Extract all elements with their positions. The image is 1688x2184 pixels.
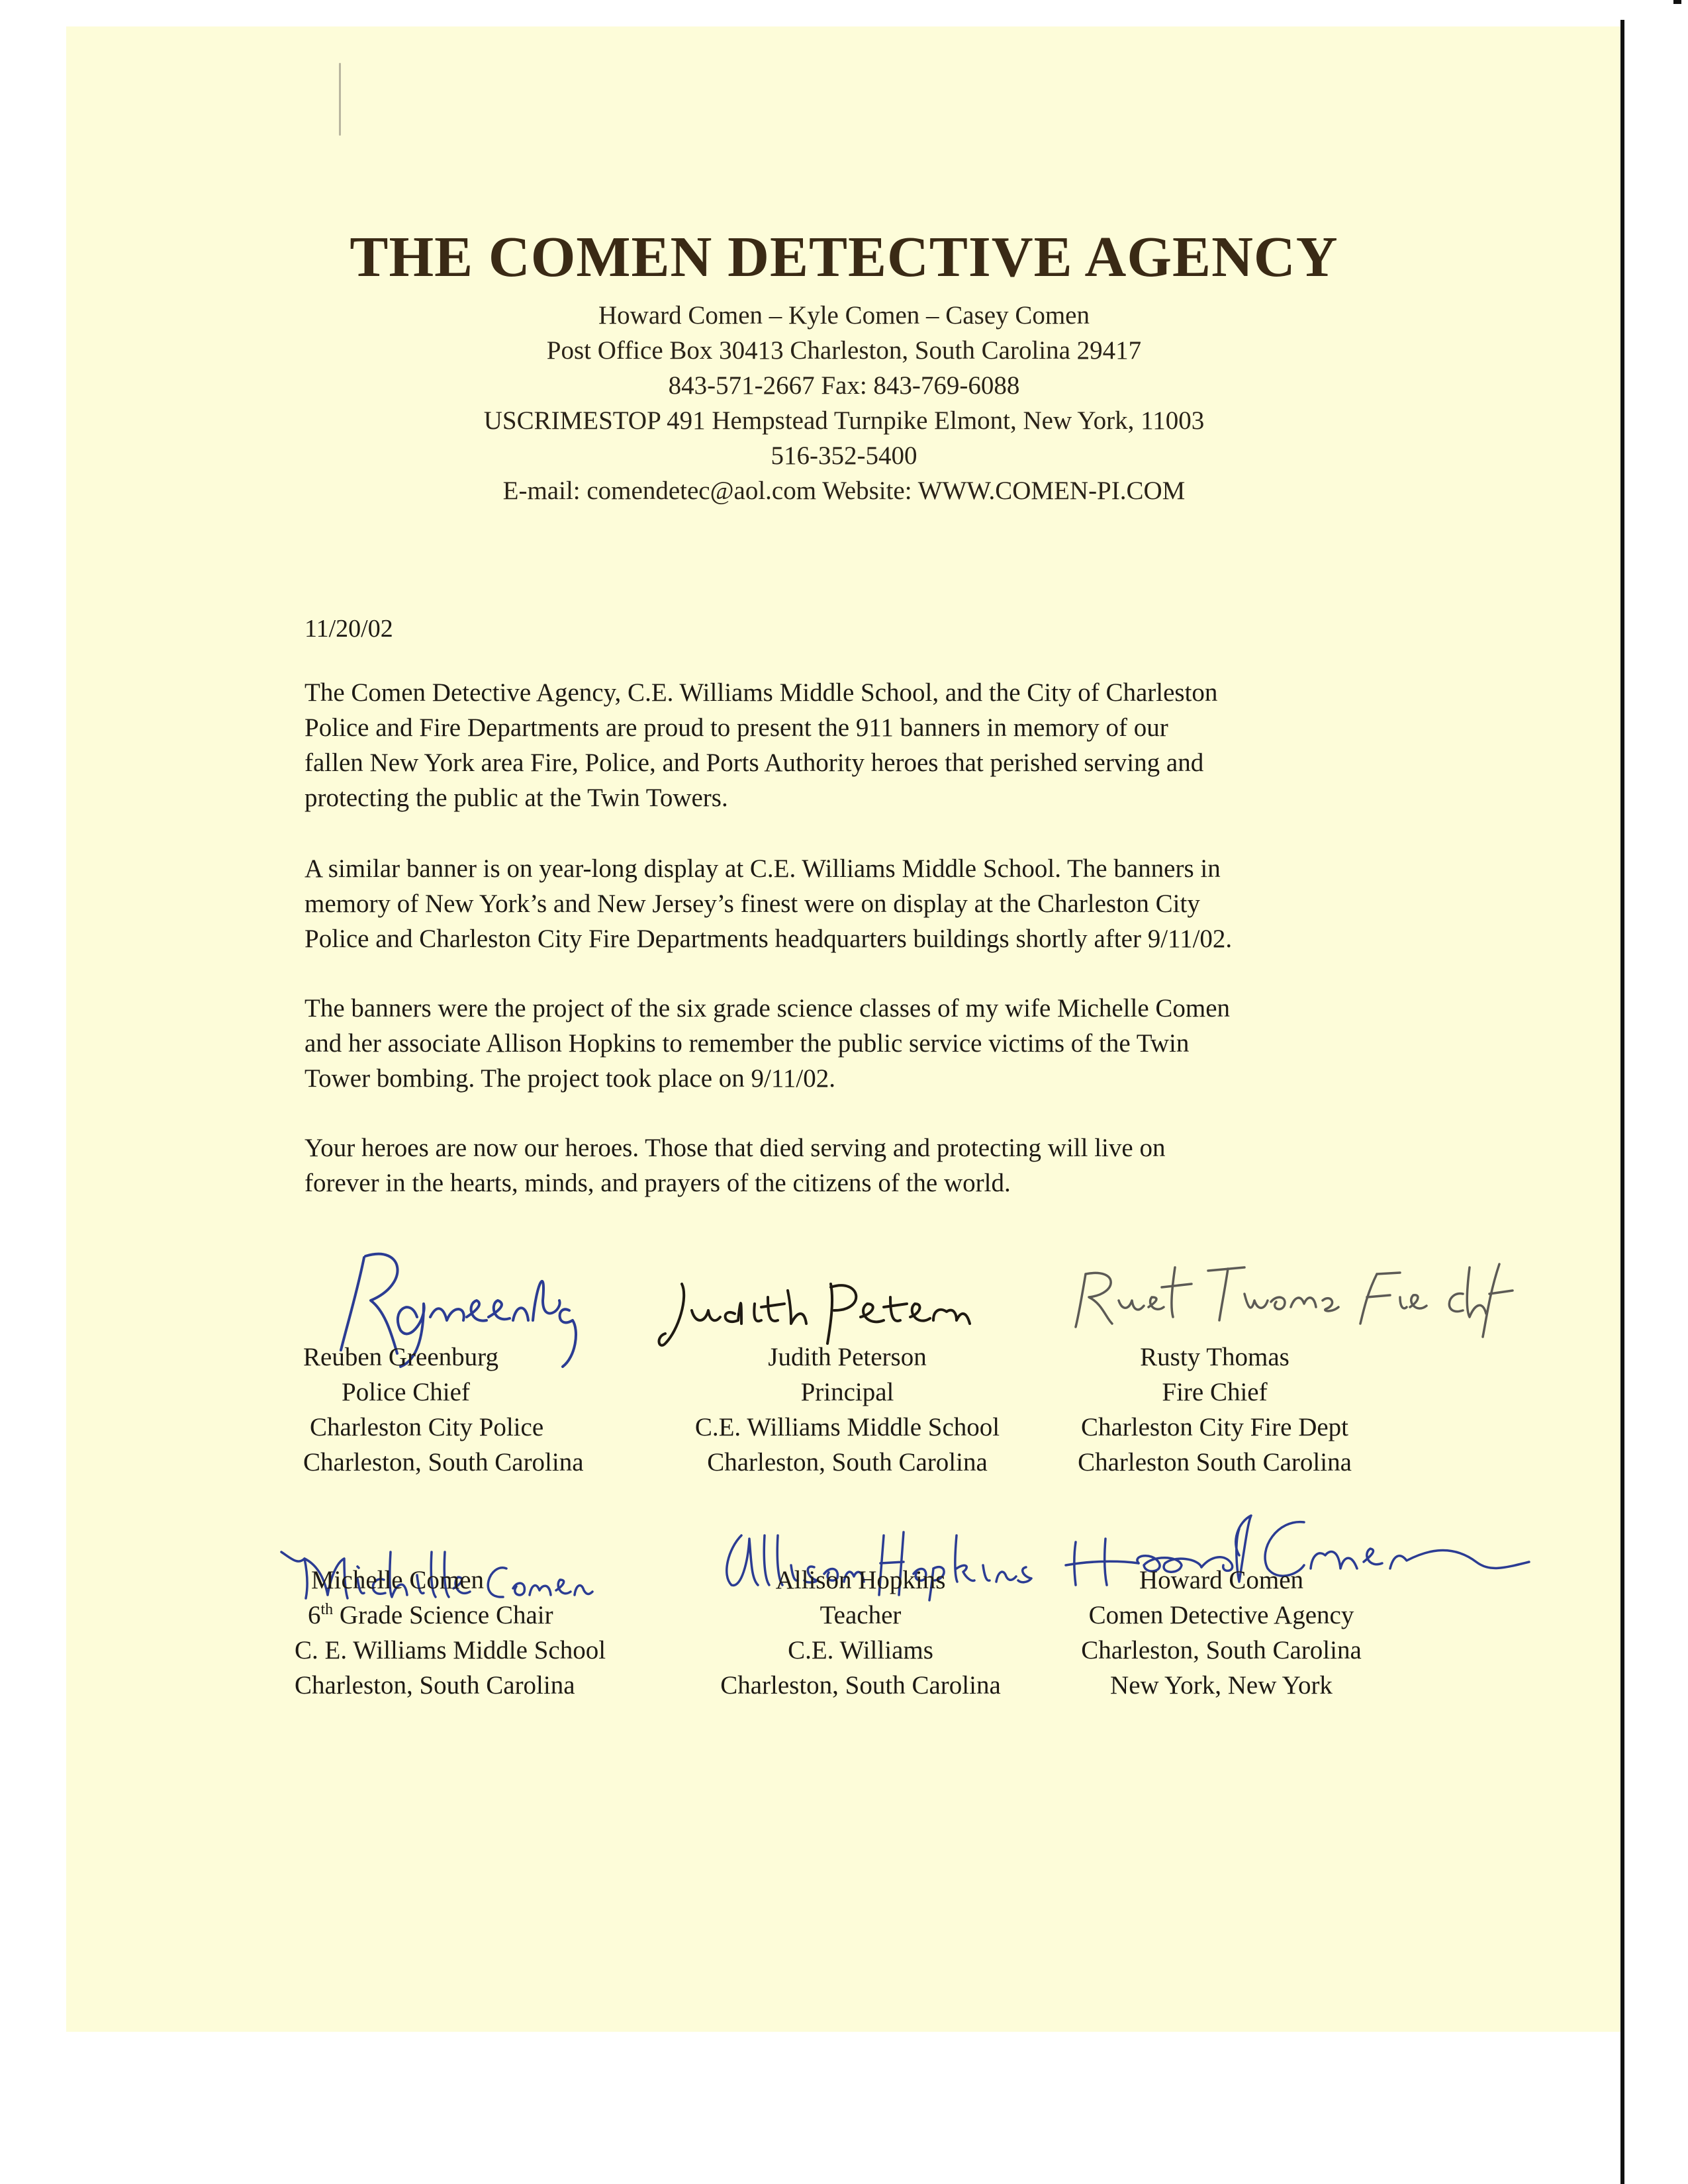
signatory-title	[295, 1598, 665, 1633]
paragraph-line: Your heroes are now our heroes. Those that died serving and protecting will live on	[305, 1134, 1166, 1162]
signatory-org: C. E. Williams Middle School	[295, 1636, 606, 1664]
signatory-title: Fire Chief	[1162, 1378, 1268, 1406]
signatory-location: Charleston, South Carolina	[295, 1671, 575, 1700]
letterhead-contact: E-mail: comendetec@aol.com Website: WWW.COMEN-PI.COM	[502, 476, 1186, 505]
paragraph-line: A similar banner is on year-long display at C.E. Williams Middle School. The banners in	[305, 854, 1221, 883]
signature-block-hopkins	[682, 1563, 1039, 1703]
paragraph-line: Police and Charleston City Fire Departments headquarters buildings shortly after 9/11/02.	[305, 925, 1233, 953]
paragraph-line: forever in the hearts, minds, and prayers of the citizens of the world.	[305, 1169, 1011, 1197]
signatory-org: Charleston City Police	[310, 1413, 544, 1441]
signatory-location: Charleston South Carolina	[1078, 1448, 1352, 1477]
scan-edge-line	[1620, 20, 1624, 2184]
ordinal-suffix: th	[320, 1601, 334, 1618]
signatory-name: Howard Comen	[1139, 1566, 1304, 1594]
signatory-org: C.E. Williams	[788, 1636, 933, 1664]
signatory-name: Judith Peterson	[768, 1343, 927, 1371]
signatory-name: Rusty Thomas	[1140, 1343, 1289, 1371]
signature-block-peterson	[659, 1340, 1036, 1480]
letterhead-ny-phone: 516-352-5400	[771, 441, 917, 470]
letter-date: 11/20/02	[305, 615, 393, 643]
scan-corner-mark	[1673, 0, 1681, 4]
body-paragraph-4	[305, 1130, 1470, 1201]
letterhead-address: Post Office Box 30413 Charleston, South Carolina 29417	[546, 336, 1142, 365]
signature-block-thomas	[1056, 1340, 1374, 1480]
signatory-name: Michelle Comen	[311, 1566, 485, 1594]
signature-block-michelle-comen	[295, 1563, 665, 1703]
letterhead-phone-fax: 843-571-2667 Fax: 843-769-6088	[668, 371, 1020, 400]
signatory-location: Charleston, South Carolina	[707, 1448, 988, 1477]
paragraph-line: The banners were the project of the six grade science classes of my wife Michelle Comen	[305, 994, 1231, 1023]
paragraph-line: protecting the public at the Twin Towers.	[305, 784, 728, 812]
title-rest: Grade Science Chair	[333, 1601, 553, 1629]
signatory-location: Charleston, South Carolina	[720, 1671, 1001, 1700]
letterhead-names: Howard Comen – Kyle Comen – Casey Comen	[598, 300, 1090, 330]
signatory-org: Charleston, South Carolina	[1081, 1636, 1362, 1664]
ordinal-number: 6	[308, 1601, 321, 1629]
agency-title: THE COMEN DETECTIVE AGENCY	[350, 224, 1338, 289]
signatory-org: Charleston City Fire Dept	[1080, 1413, 1349, 1441]
letterhead-ny-address: USCRIMESTOP 491 Hempstead Turnpike Elmont, New York, 11003	[483, 406, 1205, 435]
signatory-title: Principal	[800, 1378, 894, 1406]
paragraph-line: Police and Fire Departments are proud to present the 911 banners in memory of our	[305, 713, 1168, 742]
signatory-name: Reuben Greenburg	[303, 1343, 498, 1371]
signatory-location: Charleston, South Carolina	[303, 1448, 584, 1477]
paragraph-line: Tower bombing. The project took place on 9/11/02.	[305, 1064, 836, 1093]
thomas-signature-icon	[1066, 1254, 1516, 1340]
signatory-title: Comen Detective Agency	[1088, 1601, 1354, 1629]
paragraph-line: memory of New York’s and New Jersey’s finest were on display at the Charleston City	[305, 889, 1200, 918]
paragraph-line: and her associate Allison Hopkins to remember the public service victims of the Twin	[305, 1029, 1190, 1058]
paragraph-line: The Comen Detective Agency, C.E. Williams Middle School, and the City of Charleston	[305, 678, 1218, 707]
signatory-org: C.E. Williams Middle School	[694, 1413, 1000, 1441]
signature-block-greenburg	[303, 1340, 584, 1480]
signature-block-howard-comen	[1056, 1563, 1387, 1703]
letterhead	[199, 225, 1489, 508]
body-paragraph-1	[305, 675, 1470, 815]
body-paragraph-2	[305, 851, 1470, 956]
paper-crease-mark	[339, 63, 341, 136]
signatory-name: Allison Hopkins	[775, 1566, 946, 1594]
signatory-title: Teacher	[820, 1601, 902, 1629]
signatory-location: New York, New York	[1110, 1671, 1333, 1700]
signatory-title: Police Chief	[342, 1378, 470, 1406]
body-paragraph-3	[305, 991, 1470, 1096]
paragraph-line: fallen New York area Fire, Police, and Ports Authority heroes that perished serving and	[305, 749, 1204, 777]
